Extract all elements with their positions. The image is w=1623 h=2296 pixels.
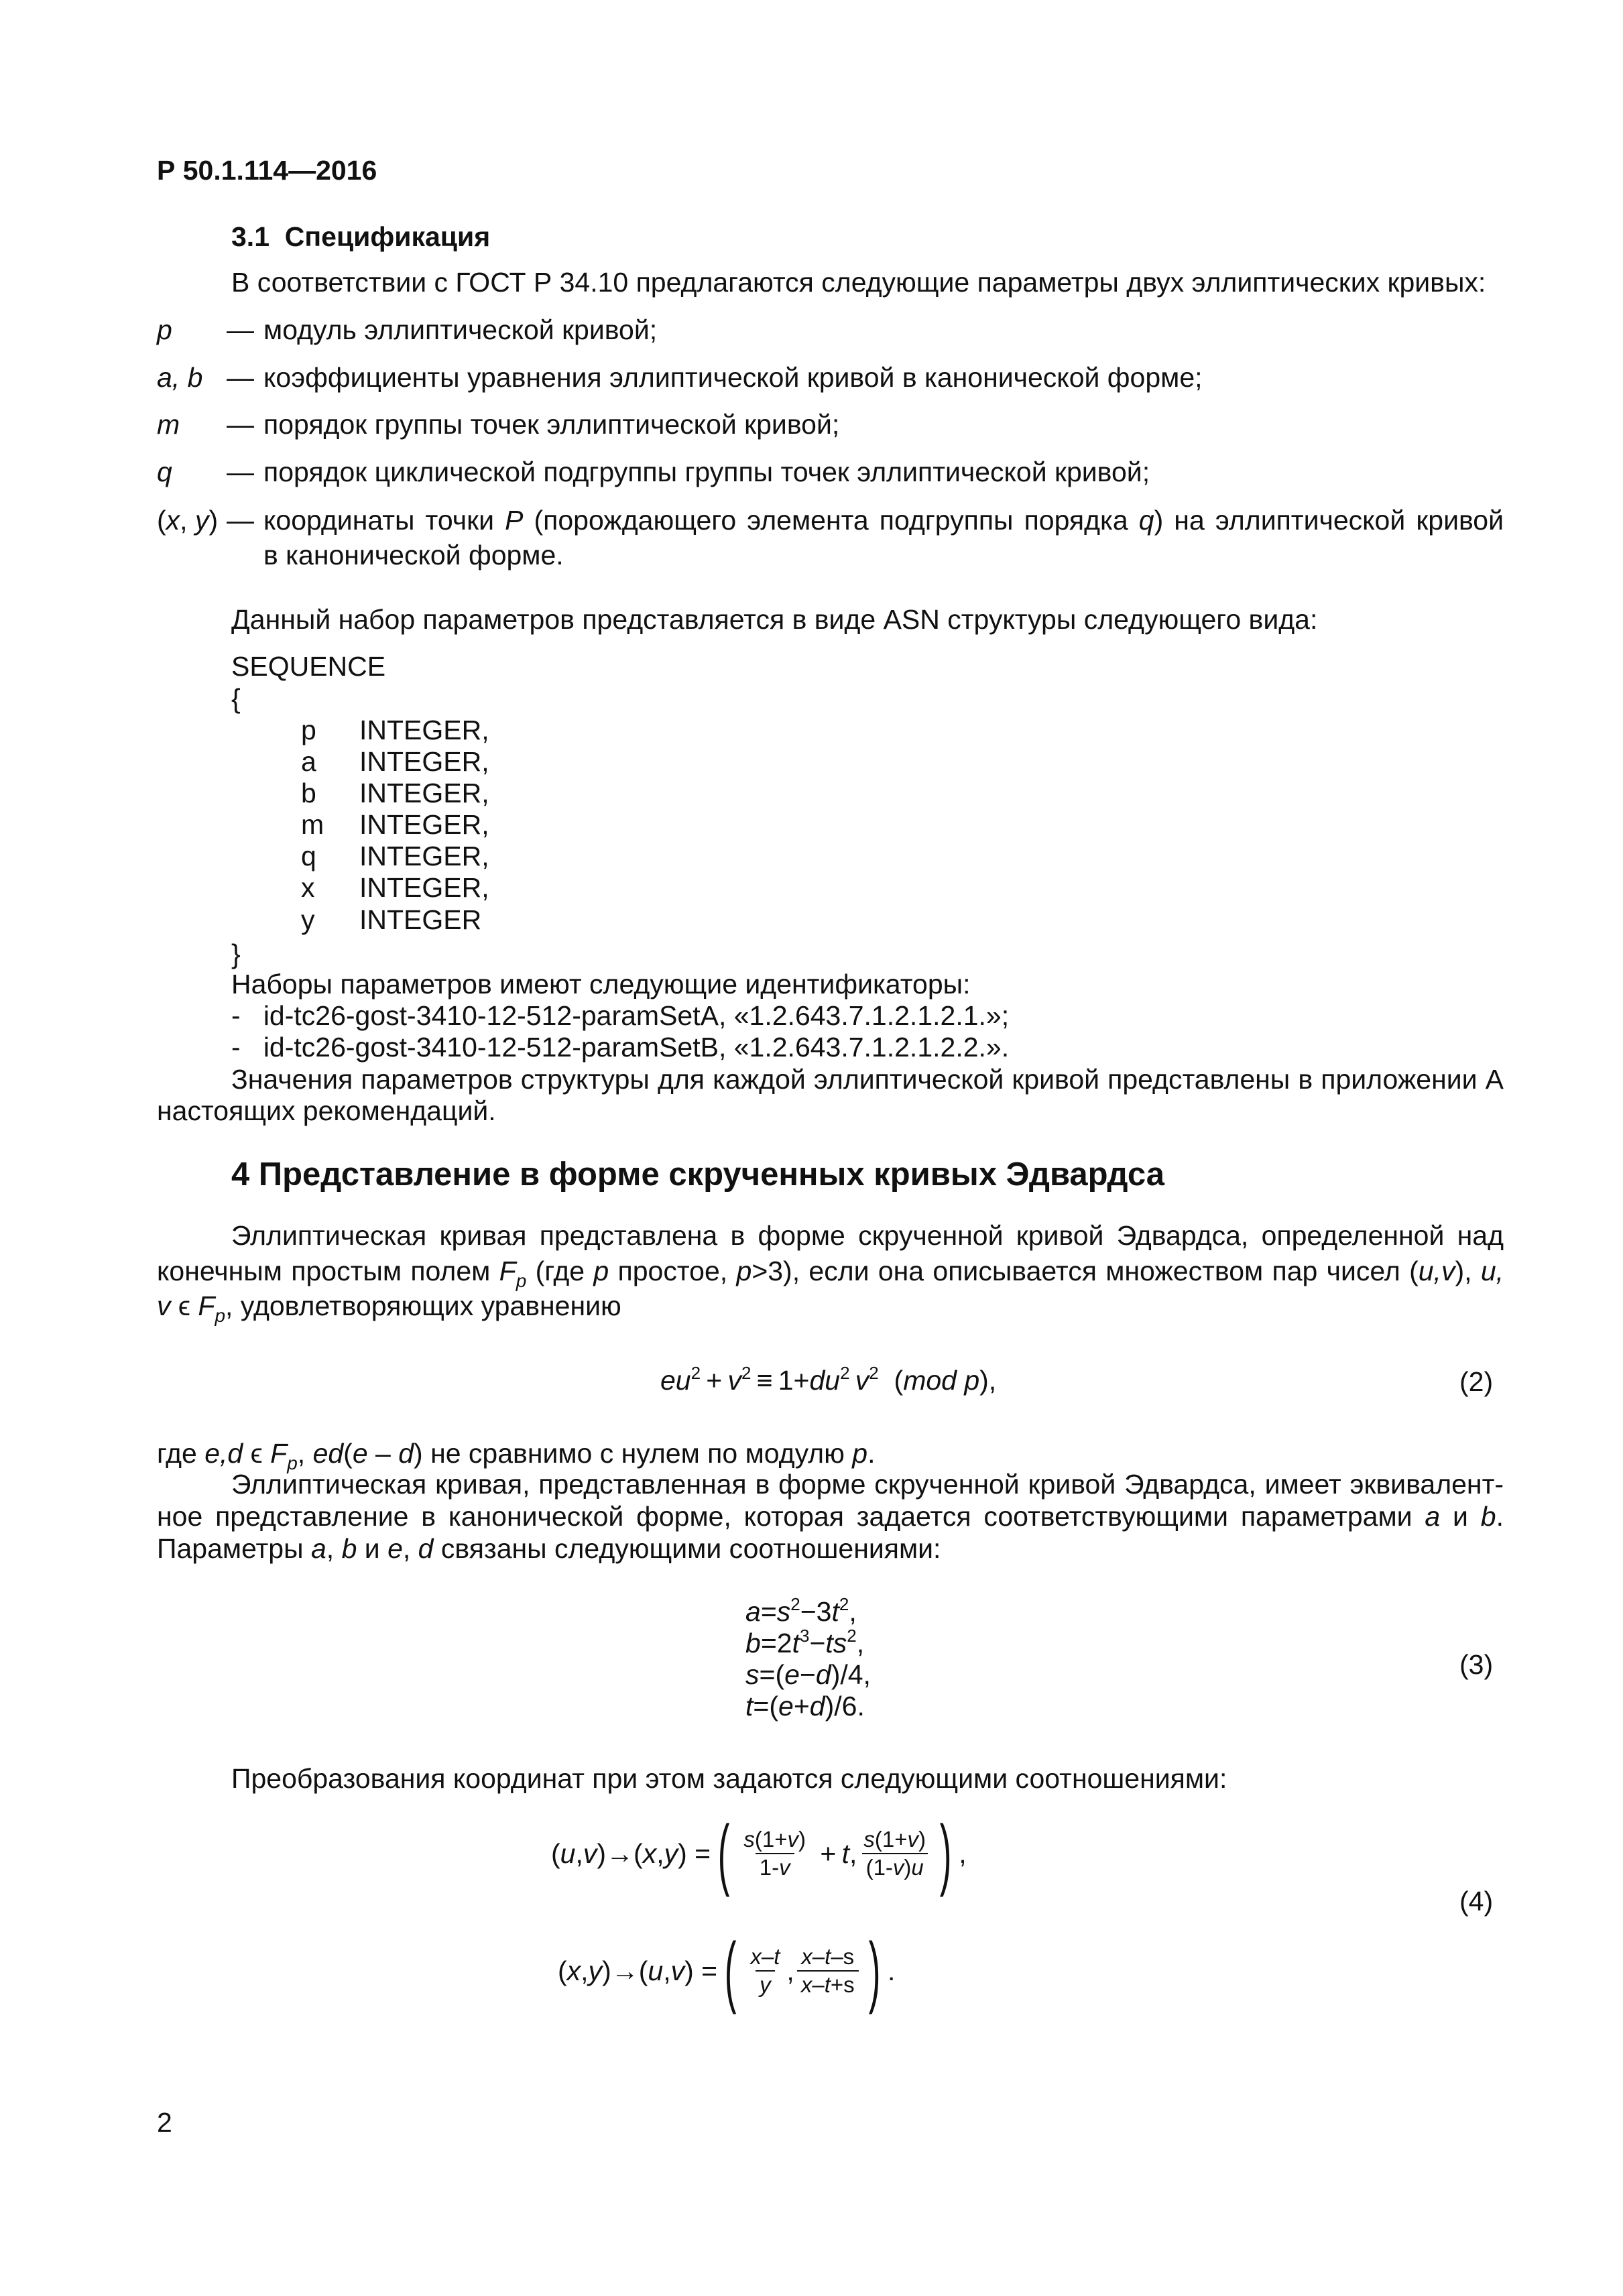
fraction: $\frac{x-t}{y}$: [750, 1944, 780, 1997]
asn-open-brace: {: [231, 683, 241, 714]
section-4-paragraph2-line2: ное представление в канонической форме, которая задается соответствующими параметрами a и b.: [157, 1501, 1504, 1532]
ids-intro: Наборы параметров имеют следующие идентификаторы:: [231, 969, 971, 1000]
asn-intro: Данный набор параметров представляется в виде ASN структуры следующего вида:: [231, 604, 1318, 635]
definition-text-continued: в канонической форме.: [263, 540, 564, 570]
asn-close-brace: }: [231, 939, 241, 969]
asn-field-type: INTEGER,: [359, 746, 489, 777]
definition-text: порядок циклической подгруппы группы точек эллиптической кривой;: [263, 457, 1150, 487]
definition-text: порядок группы точек эллиптической кривой;: [263, 409, 840, 440]
equation-2: $eu^2 + v^2 \equiv 1+du^2$ $v^2$ (mod p),: [660, 1363, 997, 1396]
definition-text: коэффициенты уравнения эллиптической кривой в канонической форме;: [263, 362, 1203, 393]
document-code: Р 50.1.114—2016: [157, 155, 377, 186]
asn-field-name: q: [301, 841, 316, 871]
definition-dash: —: [227, 505, 254, 536]
asn-field-name: b: [301, 778, 316, 808]
asn-field-name: p: [301, 715, 316, 745]
asn-field-type: INTEGER,: [359, 715, 489, 745]
equation-4-forward: (u,v)→(x,y) = ( $\frac{s(1+v)}{1-v}$ + t, $\frac{s(1+v)}{(1-v)u}$ ) ,: [551, 1809, 967, 1898]
equation-number: (3): [1459, 1649, 1494, 1680]
asn-field-name: x: [301, 872, 315, 903]
equation-number: (2): [1459, 1366, 1494, 1397]
definition-dash: —: [227, 362, 254, 393]
definition-symbol: m: [157, 409, 180, 440]
asn-field-name: y: [301, 904, 315, 935]
definition-text: координаты точки P (порождающего элемента подгруппы порядка q) на эллиптической кривой: [263, 505, 1504, 536]
section-number: 3.1: [231, 221, 269, 252]
section-3-1-intro: В соответствии с ГОСТ Р 34.10 предлагаются следующие параметры двух эллиптических кривых:: [231, 267, 1486, 298]
definition-text: модуль эллиптической кривой;: [263, 314, 658, 345]
page-number: 2: [157, 2107, 172, 2138]
values-paragraph-line2: настоящих рекомендаций.: [157, 1095, 496, 1126]
asn-field-type: INTEGER,: [359, 778, 489, 808]
section-4-paragraph2-line3: Параметры a, b и e, d связаны следующими соотношениями:: [157, 1533, 941, 1564]
fraction: $\frac{s(1+v)}{1-v}$: [743, 1827, 806, 1880]
definition-dash: —: [227, 409, 254, 440]
definition-symbol: (x, y): [157, 505, 219, 536]
definition-symbol: q: [157, 457, 172, 487]
identifier-item: - id-tc26-gost-3410-12-512-paramSetB, «1.2.643.7.1.2.1.2.2.».: [231, 1032, 1010, 1063]
asn-field-name: a: [301, 746, 316, 777]
equation-4-inverse: (x,y)→(u,v) = ( $\frac{x-t}{y}$ , $\frac{x-t-s}{x-t+s}$ ) .: [558, 1927, 896, 2015]
equation-3-line-b: $b=2t^3-ts^2$,: [745, 1626, 865, 1658]
transform-intro: Преобразования координат при этом задаются следующими соотношениями:: [231, 1763, 1227, 1794]
asn-field-name: m: [301, 809, 324, 840]
identifier-item: - id-tc26-gost-3410-12-512-paramSetA, «1.2.643.7.1.2.1.2.1.»;: [231, 1000, 1010, 1031]
definition-dash: —: [227, 314, 254, 345]
asn-field-type: INTEGER,: [359, 872, 489, 903]
section-4-paragraph-line3: v ϵ $F_p$, удовлетворяющих уравнению: [157, 1290, 621, 1326]
equation-3-line-t: t=(e+d)/6.: [745, 1691, 865, 1721]
section-4-heading: 4 Представление в форме скрученных кривых Эдвардса: [231, 1156, 1164, 1193]
section-4-paragraph2-line1: Эллиптическая кривая, представленная в форме скрученной кривой Эдвардса, имеет эквивалент-: [231, 1469, 1504, 1500]
asn-field-type: INTEGER,: [359, 841, 489, 871]
equation-3-line-a: $a=s^2-3t^2$,: [745, 1594, 857, 1627]
where-line: где e,d ϵ $F_p$, ed(e – d) не сравнимо с нулем по модулю p.: [157, 1438, 876, 1473]
section-4-paragraph-line1: Эллиптическая кривая представлена в форме скрученной кривой Эдвардса, определенной над: [231, 1220, 1504, 1251]
fraction: $\frac{s(1+v)}{(1-v)u}$: [859, 1826, 930, 1881]
asn-field-type: INTEGER,: [359, 809, 489, 840]
definition-symbol: a, b: [157, 362, 203, 393]
equation-number: (4): [1459, 1886, 1494, 1917]
asn-sequence-keyword: SEQUENCE: [231, 651, 386, 682]
fraction: $\frac{x-t-s}{x-t+s}$: [797, 1943, 859, 1998]
equation-3-line-s: s=(e−d)/4,: [745, 1659, 871, 1690]
definition-dash: —: [227, 457, 254, 487]
asn-field-type: INTEGER: [359, 904, 482, 935]
section-3-1-heading: [231, 219, 490, 254]
section-4-paragraph-line2: конечным простым полем $F_p$ (где p простое, p>3), если она описывается множеством пар чисел (u,v), u,: [157, 1256, 1504, 1291]
values-paragraph-line1: Значения параметров структуры для каждой эллиптической кривой представлены в приложении А: [231, 1064, 1504, 1095]
equation-3: [745, 1596, 871, 1722]
section-title: Спецификация: [284, 221, 491, 252]
definition-symbol: p: [157, 314, 172, 345]
